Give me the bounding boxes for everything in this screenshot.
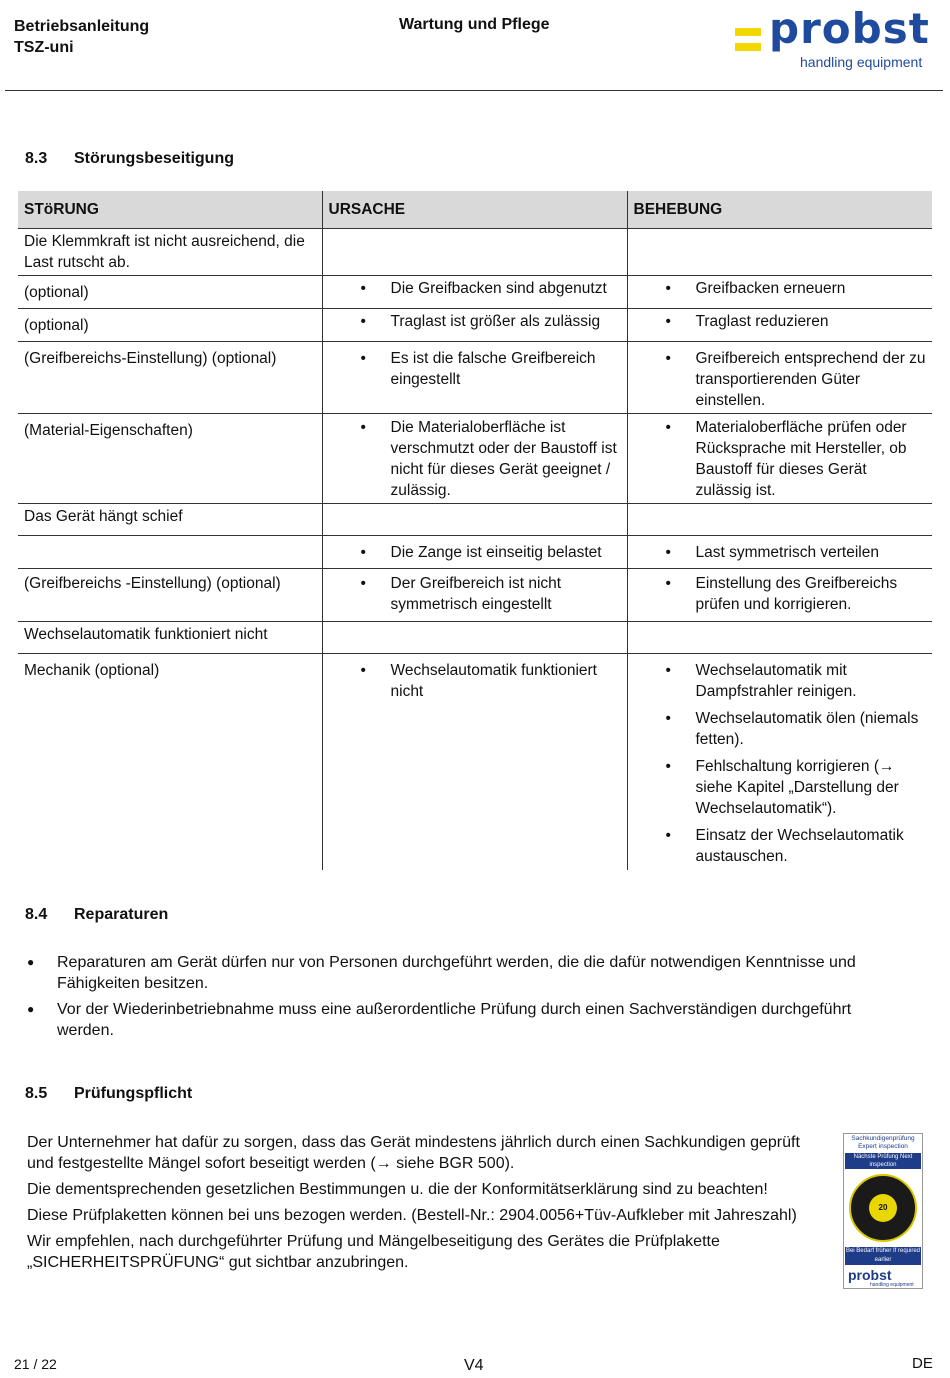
table-row xyxy=(18,569,932,622)
plaque-logo: probst xyxy=(848,1267,892,1283)
table-row xyxy=(18,309,932,342)
section-heading-8-4: 8.4 Reparaturen xyxy=(25,906,169,923)
table-row xyxy=(18,276,932,309)
table-row xyxy=(18,654,932,870)
paragraph: Wir empfehlen, nach durchgeführter Prüfung und Mängelbeseitigung des Gerätes die Prüfplakette „SICHERHEITSPRÜFUNG“ gut sichtbar anzubringen. xyxy=(27,1233,720,1271)
cell-stoerung: (Greifbereichs-Einstellung) (optional) xyxy=(18,342,322,414)
column-header-ursache: URSACHE xyxy=(322,191,627,229)
plaque-sub: handling equipment xyxy=(870,1282,914,1288)
cell-ursache xyxy=(322,276,627,309)
section-heading-8-3: 8.3 Störungsbeseitigung xyxy=(25,150,234,167)
cell-ursache xyxy=(322,536,627,569)
chapter-title: Wartung und Pflege xyxy=(399,16,550,33)
cell-ursache xyxy=(322,569,627,622)
table-row xyxy=(18,229,932,276)
probst-logo xyxy=(735,4,935,76)
header-divider xyxy=(5,90,943,91)
column-header-stoerung: STöRUNG xyxy=(18,191,322,229)
table-row xyxy=(18,414,932,504)
cell-ursache xyxy=(322,414,627,504)
language-label: DE xyxy=(912,1355,933,1372)
cell-stoerung: Wechselautomatik funktioniert nicht xyxy=(18,622,322,654)
troubleshooting-table xyxy=(18,191,932,870)
cell-behebung xyxy=(627,309,932,342)
plaque-top-text: Sachkundigenprüfung Expert inspection xyxy=(851,1135,915,1150)
cell-behebung xyxy=(627,414,932,504)
cell-ursache xyxy=(322,622,627,654)
cell-behebung xyxy=(627,654,932,870)
cell-ursache xyxy=(322,654,627,870)
version-label: V4 xyxy=(464,1357,484,1374)
list-item: • Greifbereich entsprechend der zu transportierenden Güter einstellen. xyxy=(634,348,927,411)
cell-ursache xyxy=(322,229,627,276)
list-item: • Die Greifbacken sind abgenutzt xyxy=(329,278,621,299)
cell-behebung xyxy=(627,229,932,276)
doc-model: TSZ-uni xyxy=(14,39,74,56)
logo-bar-icon xyxy=(735,43,761,51)
list-item: • Last symmetrisch verteilen xyxy=(634,542,927,563)
list-item: • Wechselautomatik funktioniert nicht xyxy=(329,660,621,702)
plaque-band-text: Nächste Prüfung Next inspection xyxy=(845,1153,921,1169)
cell-stoerung xyxy=(18,536,322,569)
cell-behebung xyxy=(627,276,932,309)
column-header-behebung: BEHEBUNG xyxy=(627,191,932,229)
plaque-low-text: Bei Bedarf früher If required earlier xyxy=(845,1248,921,1263)
cell-behebung xyxy=(627,504,932,536)
cell-ursache xyxy=(322,342,627,414)
cell-stoerung: Das Gerät hängt schief xyxy=(18,504,322,536)
doc-title-block xyxy=(14,16,149,58)
cell-ursache xyxy=(322,504,627,536)
section-heading-8-5: 8.5 Prüfungspflicht xyxy=(25,1085,193,1102)
page-number: 21 / 22 xyxy=(14,1356,57,1372)
table-row xyxy=(18,536,932,569)
table-header-row xyxy=(18,191,932,229)
inspection-plaque-image xyxy=(843,1133,923,1289)
list-item: ● Vor der Wiederinbetriebnahme muss eine außerordentliche Prüfung durch einen Sachverständigen durchgeführt werden. xyxy=(25,999,905,1041)
cell-behebung xyxy=(627,536,932,569)
repairs-list xyxy=(25,952,905,1046)
inspection-text xyxy=(27,1132,827,1278)
cell-stoerung: Mechanik (optional) xyxy=(24,662,160,679)
table-row xyxy=(18,342,932,414)
list-item: • Es ist die falsche Greifbereich eingestellt xyxy=(329,348,621,390)
logo-bar-icon xyxy=(735,28,761,36)
list-item: • Einstellung des Greifbereichs prüfen und korrigieren. xyxy=(634,573,927,615)
list-item: • Der Greifbereich ist nicht symmetrisch eingestellt xyxy=(329,573,621,615)
table-row xyxy=(18,622,932,654)
doc-title: Betriebsanleitung xyxy=(14,18,150,35)
cell-stoerung: Die Klemmkraft ist nicht ausreichend, die Last rutscht ab. xyxy=(18,229,322,276)
list-item: • Materialoberfläche prüfen oder Rücksprache mit Hersteller, ob Baustoff für dieses Gerät zulässig ist. xyxy=(634,417,927,501)
list-item: • Die Materialoberfläche ist verschmutzt oder der Baustoff ist nicht für dieses Gerät geeignet / zulässig. xyxy=(329,417,621,501)
list-item: • Traglast ist größer als zulässig xyxy=(329,311,621,332)
list-item: • Wechselautomatik mit Dampfstrahler reinigen. xyxy=(634,660,927,702)
paragraph: Der Unternehmer hat dafür zu sorgen, dass das Gerät mindestens jährlich durch einen Sachkundigen geprüft und festgestellte Mängel sofort beseitigt werden (→ siehe BGR 500). xyxy=(27,1134,800,1172)
list-item: ● Reparaturen am Gerät dürfen nur von Personen durchgeführt werden, die die dafür notwendigen Kenntnisse und Fähigkeiten besitzen. xyxy=(25,952,905,994)
list-item: • Traglast reduzieren xyxy=(634,311,927,332)
plaque-dial-icon xyxy=(849,1174,917,1242)
cell-behebung xyxy=(627,342,932,414)
table-row xyxy=(18,504,932,536)
list-item: • Wechselautomatik ölen (niemals fetten). xyxy=(634,708,927,750)
cell-stoerung: (Greifbereichs -Einstellung) (optional) xyxy=(18,569,322,622)
cell-stoerung: (optional) xyxy=(18,309,322,342)
cell-behebung xyxy=(627,622,932,654)
cell-stoerung: (Material-Eigenschaften) xyxy=(18,414,322,504)
plaque-year: 20 xyxy=(869,1194,897,1222)
paragraph: Die dementsprechenden gesetzlichen Bestimmungen u. die der Konformitätserklärung sind zu beachten! xyxy=(27,1181,768,1198)
list-item: • Die Zange ist einseitig belastet xyxy=(329,542,621,563)
logo-subtitle: handling equipment xyxy=(800,54,923,70)
logo-word: probst xyxy=(769,4,930,53)
cell-behebung xyxy=(627,569,932,622)
list-item: • Fehlschaltung korrigieren (→ siehe Kapitel „Darstellung der Wechselautomatik“). xyxy=(634,756,927,819)
cell-ursache xyxy=(322,309,627,342)
list-item: • Greifbacken erneuern xyxy=(634,278,927,299)
paragraph: Diese Prüfplaketten können bei uns bezogen werden. (Bestell-Nr.: 2904.0056+Tüv-Aufkleber mit Jahreszahl) xyxy=(27,1207,797,1224)
cell-stoerung: (optional) xyxy=(18,276,322,309)
list-item: • Einsatz der Wechselautomatik austauschen. xyxy=(634,825,927,867)
